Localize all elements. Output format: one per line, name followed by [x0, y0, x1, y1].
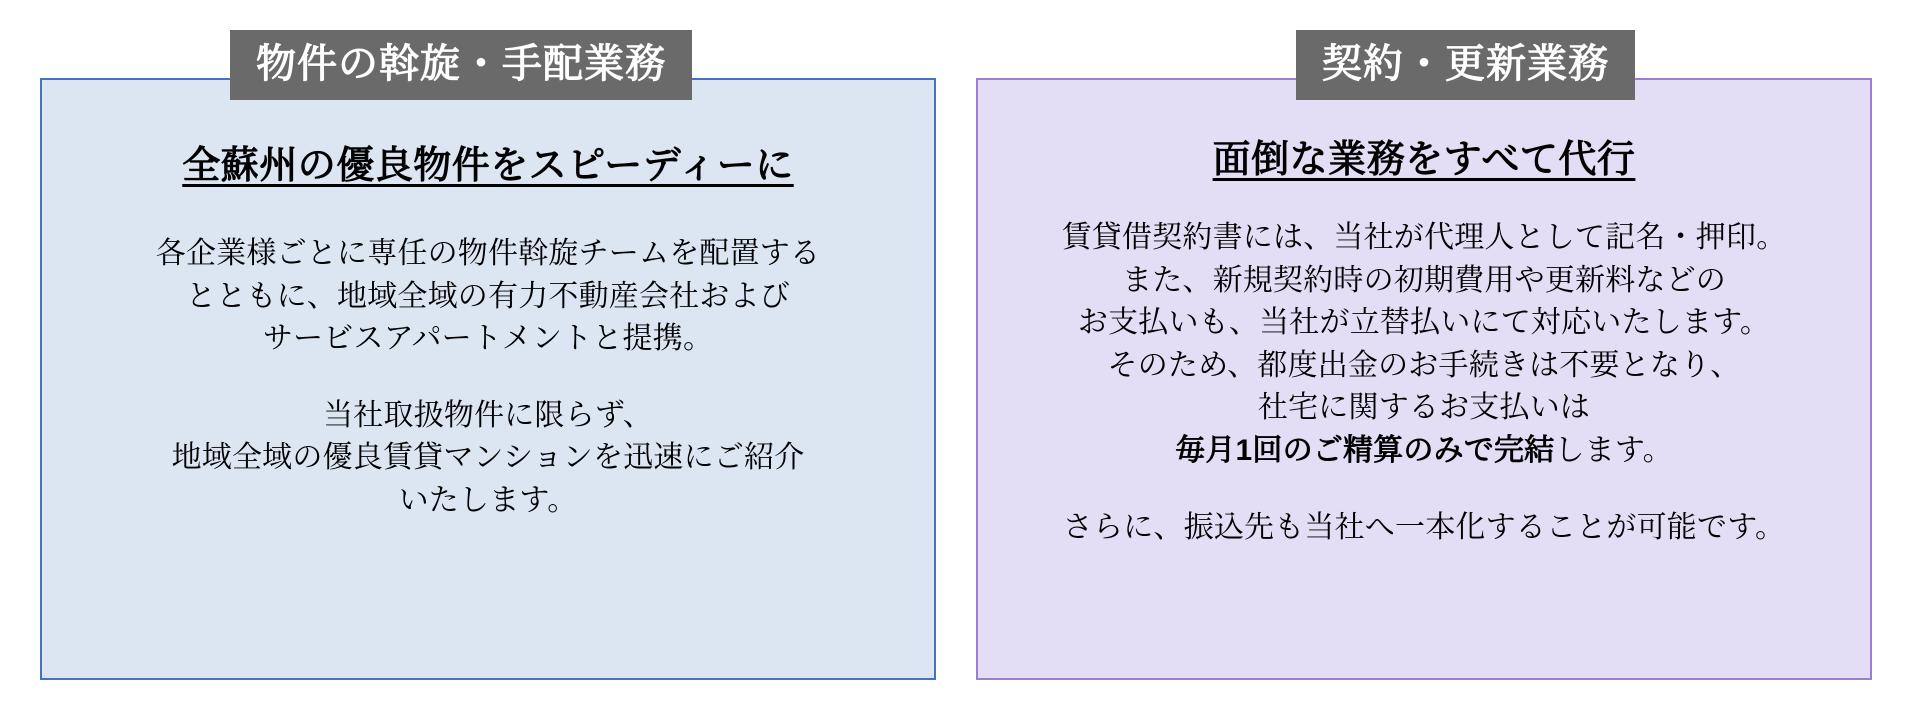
panel-right-paragraph-1-line-2: また、新規契約時の初期費用や更新料などの [1122, 263, 1726, 297]
panel-left-paragraph-1-line-2: とともに、地域全域の有力不動産会社および [186, 279, 790, 313]
panel-right-paragraph-1-line-4: そのため、都度出金のお手続きは不要となり、 [1107, 348, 1741, 382]
panel-left-ribbon-title: 物件の斡旋・手配業務 [230, 30, 692, 100]
spacer [1002, 183, 1846, 217]
panel-right-paragraph-2-line-1: さらに、振込先も当社へ一本化することが可能です。 [1062, 510, 1786, 544]
panel-right-paragraph-1-line-1: 賃貸借契約書には、当社が代理人として記名・押印。 [1061, 221, 1787, 254]
panel-right-ribbon-title: 契約・更新業務 [1296, 30, 1635, 100]
panel-right-paragraph-1-line-3: お支払いも、当社が立替払いにて対応いたします。 [1077, 306, 1771, 340]
panel-left-paragraph-2-line-1: 当社取扱物件に限らず、 [323, 398, 653, 432]
panel-left-paragraph-2-line-3: いたします。 [398, 483, 578, 517]
panel-right-content [976, 78, 1872, 549]
panel-left-paragraph-2-line-2: 地域全域の優良賃貸マンションを迅速にご紹介 [171, 441, 805, 475]
panel-property-arrangement [40, 42, 936, 680]
panel-left-content [40, 78, 936, 523]
panel-right-paragraph-1-line-5: 社宅に関するお支払いは [1257, 391, 1591, 425]
panel-right-emphasis-bold: 毎月1回のご精算のみで完結 [1175, 433, 1555, 467]
panel-left-heading: 全蘇州の優良物件をスピーディーに [182, 145, 794, 187]
spacer [66, 189, 910, 233]
panel-left-paragraph-1-line-1: 各企業様ごとに専任の物件斡旋チームを配置する [155, 237, 821, 270]
panel-left-paragraph-1-line-3: サービスアパートメントと提携。 [262, 322, 714, 356]
spacer [66, 361, 910, 395]
panel-right-emphasis-tail: します。 [1554, 433, 1673, 467]
spacer [1002, 473, 1846, 507]
panel-right-heading: 面倒な業務をすべて代行 [1212, 139, 1636, 181]
panel-contract-renewal [976, 42, 1872, 680]
panel-right-emphasis-line [1002, 430, 1846, 473]
